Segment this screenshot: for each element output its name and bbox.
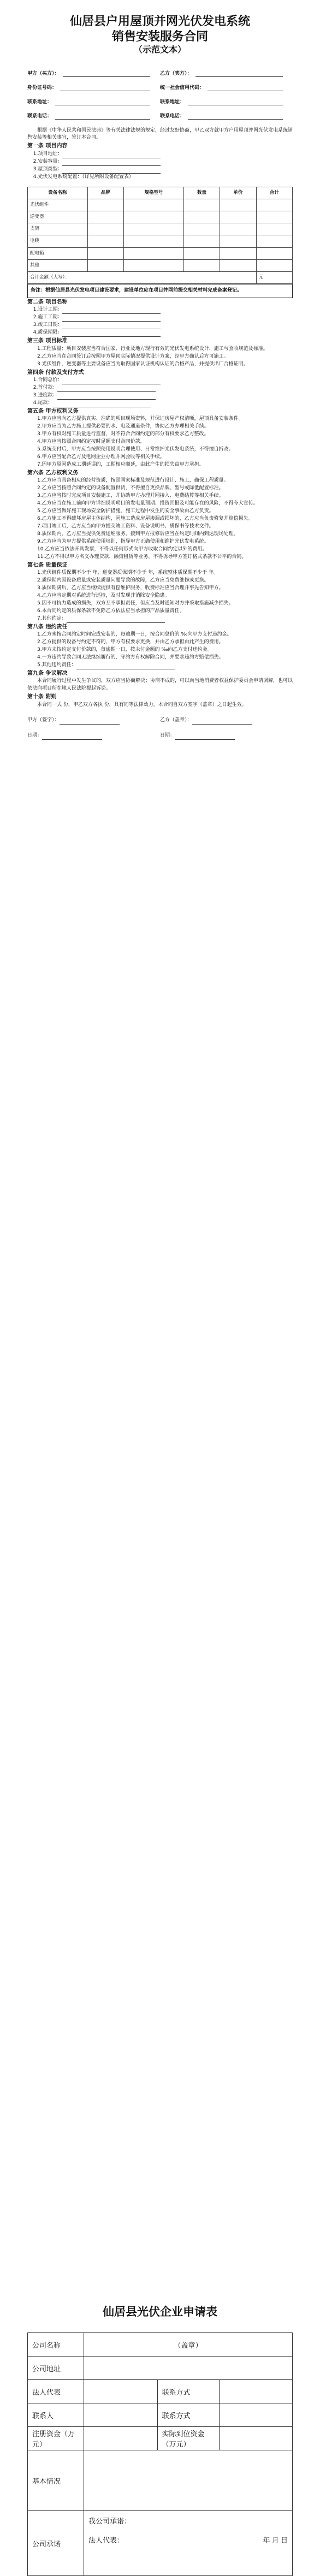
signature-label: 乙方（盖章）： [160, 717, 192, 723]
table-row [28, 2511, 293, 2576]
table-header-cell: 数量 [183, 187, 220, 199]
table-row [28, 2357, 293, 2380]
table-row [28, 247, 293, 259]
clause-item: 1.项目地址： [27, 151, 293, 158]
table-row [28, 2380, 293, 2403]
clause-paragraph: 10.乙方应当依法开具发票，不得以任何形式向甲方收取合同约定以外的费用。 [37, 546, 208, 552]
table-cell[interactable] [183, 223, 220, 235]
table-header-cell: 规格型号 [124, 187, 184, 199]
table-row [28, 235, 293, 247]
clause-paragraph: 6.甲方应当配合乙方及电网企业办理并网验收等相关手续。 [37, 454, 165, 460]
table-cell[interactable] [220, 235, 256, 247]
chapter-heading: 第九条 争议解决 [27, 670, 68, 676]
company-address-field[interactable] [84, 2357, 293, 2380]
table-cell[interactable] [87, 259, 123, 271]
clause-paragraph: 8.质保期内，乙方应当提供免费运维服务，接到甲方报修后应当在约定时间内到达现场处理。 [37, 531, 239, 537]
contact-person-field[interactable] [84, 2403, 158, 2427]
fill-line[interactable] [175, 739, 235, 740]
table-cell[interactable] [256, 235, 292, 247]
clause-paragraph: 1.工程质量：项目安装应当符合国家、行业及地方现行有效的光伏发电系统设计、施工与验收规范及标准。 [37, 346, 268, 352]
party-label: 联系地址： [27, 99, 52, 105]
clause-item: 2.首付款： [27, 384, 293, 392]
clause-paragraph: 4.一方违约导致合同无法继续履行的，守约方有权解除合同，并要求违约方赔偿损失。 [37, 655, 224, 661]
application-table [27, 2332, 293, 2576]
contract-intro: 根据《中华人民共和国民法典》等有关法律法规的规定，经过友好协商，甲乙双方就甲方户用屋顶并网光伏发电系统销售安装等相关事宜，签订本合同。 [27, 127, 293, 141]
table-cell[interactable] [256, 211, 292, 223]
clause-item: 4.尾款： [27, 400, 293, 407]
clause-paragraph: 4.甲方应当按照合同约定按时足额支付合同价款。 [37, 439, 145, 445]
table-cell[interactable] [87, 211, 123, 223]
table-cell: 光伏组件 [28, 199, 88, 211]
company-address-label: 公司地址 [28, 2357, 84, 2380]
table-cell[interactable] [256, 199, 292, 211]
fill-line[interactable] [55, 113, 150, 120]
clause-paragraph: 6.本合同约定的质保条款不免除乙方依法应当承担的产品质量责任。 [37, 608, 185, 614]
chapter-heading: 第七条 质量保证 [27, 562, 68, 568]
party-label: 乙方（卖方）： [160, 70, 192, 76]
clause-paragraph: 3.甲方未按约定支付价款的，每逾期一日，按未付金额的 ‰向乙方支付违约金。 [37, 647, 212, 653]
company-name-field[interactable]: （盖章） [84, 2333, 293, 2357]
clause-paragraph: 2.乙方应当在合同签订后按照甲方屋顶实际情况提供设计方案，经甲方确认后方可施工。 [37, 353, 229, 359]
commitment-date: 年 月 日 [263, 2536, 288, 2544]
clause-paragraph: 3.甲方有权对施工质量进行监督，对不符合合同约定的部分有权要求乙方整改。 [37, 431, 209, 437]
fill-line[interactable] [60, 85, 150, 91]
fill-line[interactable] [208, 85, 283, 91]
paidin-capital-label: 实际到位资金（万元） [157, 2427, 219, 2450]
fill-line[interactable] [67, 622, 165, 623]
fill-line[interactable] [55, 99, 150, 105]
date-label: 日期： [160, 732, 175, 738]
table-header-cell: 单价 [220, 187, 256, 199]
legal-contact-label: 联系方式 [157, 2380, 219, 2403]
table-row [28, 2427, 293, 2450]
clause-paragraph: 2.甲方应当为乙方施工提供必要的水、电及通道条件，协助乙方办理相关手续。 [37, 424, 209, 430]
table-cell[interactable] [220, 259, 256, 271]
chapter-heading: 第三条 项目标准 [27, 338, 68, 345]
clause-paragraph: 5.其他违约责任： [27, 662, 293, 669]
clause-paragraph: 7.项目竣工后，乙方应当向甲方提交竣工资料、设备说明书、质保书等技术文件。 [37, 523, 214, 529]
table-cell: 支架 [28, 223, 88, 235]
table-header-cell: 品牌 [87, 187, 123, 199]
fill-line[interactable] [63, 70, 150, 77]
table-cell[interactable] [87, 199, 123, 211]
table-cell[interactable] [183, 235, 220, 247]
legal-sign-label: 法人代表： [88, 2536, 125, 2544]
contract-sample-note: （示范文本） [133, 45, 186, 55]
fill-line[interactable] [62, 336, 161, 337]
basic-info-field[interactable] [84, 2450, 293, 2511]
clause-paragraph: 11.乙方不得以甲方名义办理贷款、融资租赁等业务，不得诱导甲方签订格式条款不公平的合同。 [37, 554, 247, 560]
table-cell[interactable] [220, 247, 256, 259]
clause-paragraph: 本合同履行过程中发生争议的，双方应当协商解决；协商不成的，可以向当地消费者权益保护委员会申请调解，也可以依法向项目所在地人民法院提起诉讼。 [27, 678, 293, 692]
table-cell[interactable] [87, 247, 123, 259]
chapter-heading: 第五条 甲方权利义务 [27, 408, 79, 414]
table-cell[interactable] [124, 235, 184, 247]
party-row [27, 70, 293, 78]
clause-paragraph: 本合同一式 份，甲乙双方各执 份，具有同等法律效力。本合同自双方签字（盖章）之日起生效。 [37, 702, 247, 708]
clause-paragraph: 5.系统交付后，甲方应当按照使用说明合理使用、日常维护光伏发电系统，不得擅自拆改。 [37, 447, 234, 453]
table-header-row [28, 187, 293, 199]
clause-item: 1.设计工期： [27, 306, 293, 314]
contract-subtitle: 销售安装服务合同 [111, 29, 208, 43]
clause-paragraph: 4.乙方应当定期对系统进行巡检，及时发现并消除安全隐患。 [37, 592, 170, 598]
chapter-heading: 第一条 项目内容 [27, 143, 68, 150]
table-cell[interactable] [183, 211, 220, 223]
commitment-text: 我公司承诺： [88, 2517, 132, 2525]
clause-paragraph: 1.甲方应当向乙方提供真实、准确的项目现场资料，并保证房屋产权清晰，屋顶具备安装条件。 [37, 416, 244, 422]
contact-person-label: 联系人 [28, 2403, 84, 2427]
table-cell: 配电箱 [28, 247, 88, 259]
legal-contact-field[interactable] [219, 2380, 293, 2403]
table-row [28, 199, 293, 211]
clause-paragraph: 1.乙方应当具备相应的经营资质，按照国家标准及规范进行设计、施工，确保工程质量。 [37, 478, 229, 484]
table-cell[interactable] [124, 223, 184, 235]
table-row [28, 2403, 293, 2427]
paidin-capital-field[interactable] [219, 2427, 293, 2450]
clause-paragraph: 3.质保期满后，乙方应当继续提供有偿维护服务，收费标准应当合理并事先告知甲方。 [37, 585, 224, 591]
clause-paragraph: 7.其他约定： [27, 615, 293, 623]
table-cell: 其他 [28, 259, 88, 271]
date-label: 日期： [27, 732, 43, 738]
party-label: 统一社会信用代码： [160, 85, 205, 91]
fill-line[interactable] [60, 724, 120, 725]
clause-paragraph: 2.乙方提供的设备与约定不符的，甲方有权要求更换，并由乙方承担由此产生的费用。 [37, 639, 224, 645]
clause-item: 3.屋顶类型： [27, 166, 293, 174]
table-cell[interactable] [220, 223, 256, 235]
clause-paragraph: 1.乙方未按合同约定时间完成安装的，每逾期一日，按合同总价的 ‰向甲方支付违约金。 [37, 632, 232, 638]
signature-row [27, 717, 293, 725]
clause-item: 2.安装容量： [27, 158, 293, 166]
fill-line[interactable] [195, 70, 283, 77]
clause-paragraph: 5.因不可抗力造成的损失，双方互不承担责任，但应当及时通知对方并采取措施减少损失。 [37, 600, 234, 606]
table-cell[interactable] [124, 199, 184, 211]
clause-item: 3.进度款： [27, 392, 293, 400]
table-cell[interactable] [183, 199, 220, 211]
contact-phone-field[interactable] [219, 2403, 293, 2427]
fill-line[interactable] [188, 113, 283, 120]
table-total-row [28, 271, 293, 283]
table-cell[interactable] [87, 235, 123, 247]
table-row [28, 2450, 293, 2511]
party-label: 甲方（买方）： [27, 70, 60, 76]
clause-paragraph: 4.乙方应当在施工前向甲方详细说明项目的发电量预期、投资回报及可能存在的风险，不得夸大宣传。 [37, 501, 258, 507]
contract-document [27, 14, 293, 740]
party-row [27, 99, 293, 106]
party-row [27, 113, 293, 121]
table-cell: 电缆 [28, 235, 88, 247]
table-cell[interactable] [124, 211, 184, 223]
clause-paragraph: 6.乙方施工不得破坏房屋主体结构，因施工造成房屋渗漏或损坏的，乙方应当负责修复并赔偿损失。 [37, 516, 253, 522]
company-name-label: 公司名称 [28, 2333, 84, 2357]
table-header-cell: 设备名称 [28, 187, 88, 199]
config-note: （详见所附设备配置表） [82, 174, 134, 180]
clause-item: 4.光伏发电系统配置：（详见所附设备配置表） [33, 174, 134, 180]
chapter-heading: 第六条 乙方权利义务 [27, 470, 79, 476]
party-label: 身份证号码： [27, 85, 57, 91]
boxed-note: 备注：根据仙居县光伏发电项目建设要求，建设单位应在项目并网前提交相关材料完成备案登记。 [27, 284, 293, 298]
commitment-label: 公司承诺 [28, 2511, 84, 2576]
clause-item: 4.质保期限： [27, 329, 293, 337]
table-row [28, 223, 293, 235]
table-total-label: 合计金额（大写）： [28, 271, 257, 283]
clause-paragraph: 1.光伏组件质保期不少于 年，逆变器质保期不少于 年，系统整体质保期不少于 年。 [37, 570, 219, 576]
chapter-heading: 第八条 违约责任 [27, 624, 68, 630]
legal-rep-label: 法人代表 [28, 2380, 84, 2403]
fill-line[interactable] [42, 739, 102, 740]
table-cell[interactable] [124, 259, 184, 271]
party-label: 联系电话： [160, 113, 185, 119]
clause-paragraph: 3.乙方应当按时完成项目安装施工，并协助甲方办理并网接入、电费结算等相关手续。 [37, 493, 224, 499]
basic-info-label: 基本情况 [28, 2450, 84, 2511]
chapter-heading: 第十条 附则 [27, 694, 57, 701]
table-total-suffix: 元 [256, 271, 292, 283]
party-label: 联系地址： [160, 99, 185, 105]
registered-capital-field[interactable] [84, 2427, 158, 2450]
table-cell[interactable] [183, 259, 220, 271]
table-header-cell: 合计 [256, 187, 292, 199]
clause-paragraph: 2.质保期内因设备质量或安装质量问题导致的故障，乙方应当免费维修或更换。 [37, 578, 209, 584]
signature-label: 甲方（签字）： [27, 717, 60, 723]
clause-paragraph: 9.乙方应当为甲方提供系统使用培训，指导甲方正确使用和维护光伏发电系统。 [37, 538, 209, 544]
contact-phone-label: 联系方式 [157, 2403, 219, 2427]
fill-line[interactable] [188, 99, 283, 105]
application-form [27, 2303, 293, 2576]
clause-paragraph: 7.因甲方原因造成工期延误的，工期相应顺延，由此产生的损失由甲方承担。 [37, 461, 204, 467]
table-cell[interactable] [256, 223, 292, 235]
equipment-config-table [27, 187, 293, 284]
commitment-sign-row [88, 2535, 288, 2545]
party-info [27, 70, 293, 121]
contract-title: 仙居县户用屋顶并网光伏发电系统 [69, 14, 250, 28]
commitment-field[interactable] [84, 2511, 293, 2576]
table-row [28, 2333, 293, 2357]
table-cell[interactable] [220, 199, 256, 211]
party-label: 联系电话： [27, 113, 52, 119]
chapter-heading: 第二条 项目名称 [27, 299, 68, 305]
table-row [28, 259, 293, 271]
clause-item: 3.竣工日期： [27, 322, 293, 329]
signature-row [27, 732, 293, 740]
application-title: 仙居县光伏企业申请表 [103, 2305, 217, 2318]
party-row [27, 85, 293, 92]
table-cell[interactable] [87, 223, 123, 235]
clause-item: 2.施工工期： [27, 314, 293, 322]
clause-paragraph: 3.光伏组件、逆变器等主要设备应当为取得国家认证机构认证的合格产品，并提供出厂合格证明。 [37, 361, 248, 367]
table-cell[interactable] [124, 247, 184, 259]
table-cell[interactable] [256, 259, 292, 271]
clause-paragraph: 2.乙方应当按照合同约定的设备配置供货，不得擅自更换品牌、型号或降低配置标准。 [37, 485, 224, 491]
fill-line[interactable] [192, 724, 252, 725]
table-row [28, 211, 293, 223]
table-cell[interactable] [183, 247, 220, 259]
chapter-heading: 第四条 付款及支付方式 [27, 369, 84, 376]
registered-capital-label: 注册资金（万元） [28, 2427, 84, 2450]
table-cell[interactable] [256, 247, 292, 259]
clause-paragraph: 5.乙方应当做好施工现场安全防护措施，施工过程中发生的安全事故由乙方负责。 [37, 508, 214, 514]
legal-rep-field[interactable] [84, 2380, 158, 2403]
clause-item: 1.合同总价： [27, 377, 293, 384]
table-cell: 逆变器 [28, 211, 88, 223]
table-cell[interactable] [220, 211, 256, 223]
